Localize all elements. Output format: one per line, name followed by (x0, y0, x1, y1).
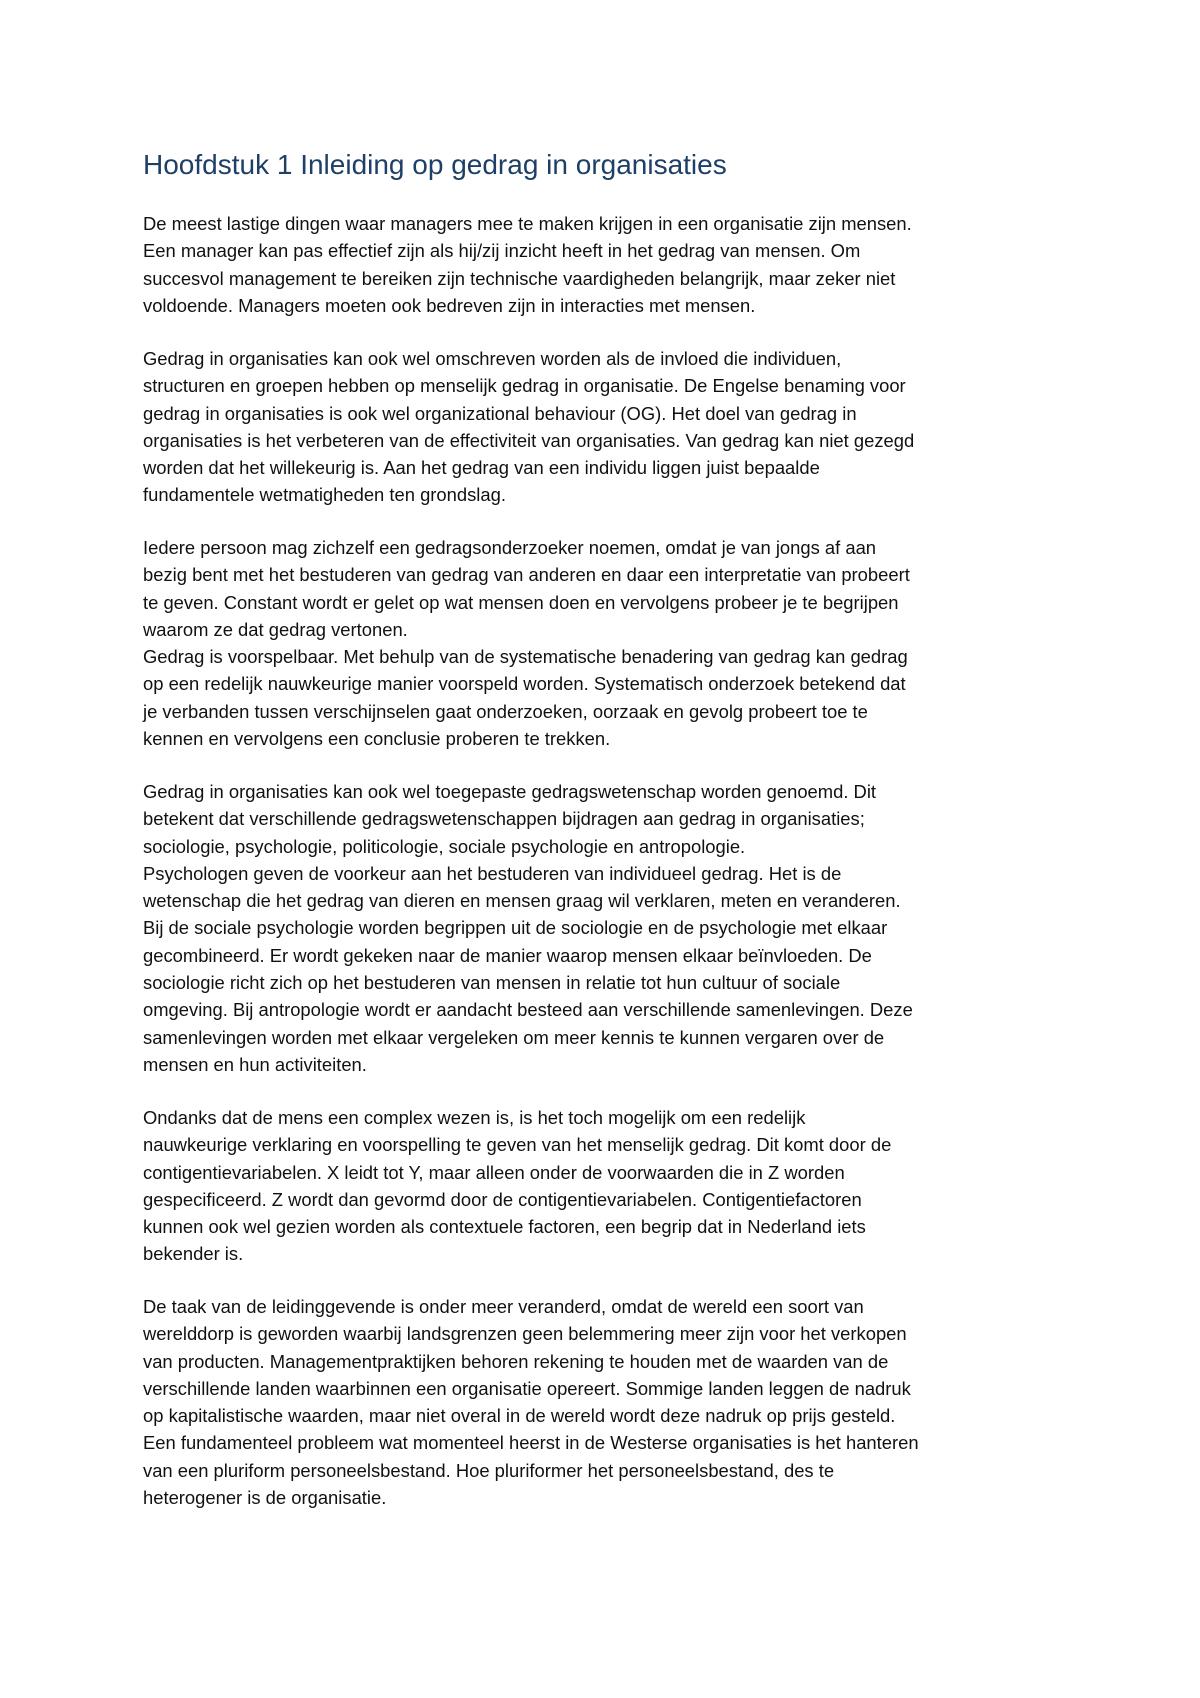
text-line: je verbanden tussen verschijnselen gaat onderzoeken, oorzaak en gevolg probeert toe te (143, 700, 868, 722)
paragraph-3 (143, 534, 1063, 752)
text-line: Bij de sociale psychologie worden begrippen uit de sociologie en de psychologie met elkaar (143, 917, 888, 939)
text-line: te geven. Constant wordt er gelet op wat mensen doen en vervolgens probeer je te begrijpen (143, 591, 899, 613)
text-line: worden dat het willekeurig is. Aan het gedrag van een individu liggen juist bepaalde (143, 457, 820, 479)
text-line: structuren en groepen hebben op menselijk gedrag in organisatie. De Engelse benaming voor (143, 375, 906, 397)
text-line: bezig bent met het bestuderen van gedrag van anderen en daar een interpretatie van probeert (143, 564, 910, 586)
text-line: nauwkeurige verklaring en voorspelling te geven van het menselijk gedrag. Dit komt door de (143, 1134, 892, 1156)
page-title: Hoofdstuk 1 Inleiding op gedrag in organisaties (143, 149, 727, 180)
text-line: Een fundamenteel probleem wat momenteel heerst in de Westerse organisaties is het hanteren (143, 1432, 919, 1454)
text-line: mensen en hun activiteiten. (143, 1053, 367, 1075)
text-line: Gedrag in organisaties kan ook wel omschreven worden als de invloed die individuen, (143, 348, 842, 369)
text-line: gespecificeerd. Z wordt dan gevormd door de contigentievariabelen. Contigentiefactoren (143, 1188, 862, 1210)
text-line: succesvol management te bereiken zijn technische vaardigheden belangrijk, maar zeker niet (143, 267, 896, 289)
text-line: organisaties is het verbeteren van de effectiviteit van organisaties. Van gedrag kan niet gezegd (143, 429, 915, 451)
text-line: sociologie richt zich op het bestuderen van mensen in relatie tot hun cultuur of sociale (143, 972, 841, 994)
text-line: verschillende landen waarbinnen een organisatie opereert. Sommige landen leggen de nadruk (143, 1377, 911, 1399)
text-line: omgeving. Bij antropologie wordt er aandacht besteed aan verschillende samenlevingen. Deze (143, 999, 913, 1021)
text-line: werelddorp is geworden waarbij landsgrenzen geen belemmering meer zijn voor het verkopen (143, 1323, 907, 1345)
text-line: Ondanks dat de mens een complex wezen is, is het toch mogelijk om een redelijk (143, 1107, 806, 1128)
paragraph-1 (143, 210, 1063, 319)
paragraph-4 (143, 778, 1063, 1078)
paragraph-2 (143, 345, 1063, 509)
text-line: heterogener is de organisatie. (143, 1487, 387, 1509)
text-line: contigentievariabelen. X leidt tot Y, maar alleen onder de voorwaarden die in Z worden (143, 1161, 845, 1183)
text-line: van een pluriform personeelsbestand. Hoe pluriformer het personeelsbestand, des te (143, 1459, 835, 1481)
paragraph-6 (143, 1293, 1063, 1511)
text-line: De meest lastige dingen waar managers mee te maken krijgen in een organisatie zijn mensen. (143, 213, 912, 234)
text-line: sociologie, psychologie, politicologie, sociale psychologie en antropologie. (143, 835, 746, 857)
paragraph-5 (143, 1104, 1063, 1268)
text-line: betekent dat verschillende gedragswetenschappen bijdragen aan gedrag in organisaties; (143, 808, 865, 830)
text-line: voldoende. Managers moeten ook bedreven zijn in interacties met mensen. (143, 294, 756, 316)
text-line: Gedrag in organisaties kan ook wel toegepaste gedragswetenschap worden genoemd. Dit (143, 781, 877, 802)
text-line: op kapitalistische waarden, maar niet overal in de wereld wordt deze nadruk op prijs gesteld. (143, 1405, 896, 1427)
text-line: van producten. Managementpraktijken behoren rekening te houden met de waarden van de (143, 1350, 889, 1372)
text-line: op een redelijk nauwkeurige manier voorspeld worden. Systematisch onderzoek betekend dat (143, 673, 906, 695)
text-line: waarom ze dat gedrag vertonen. (143, 618, 408, 640)
text-line: kunnen ook wel gezien worden als contextuele factoren, een begrip dat in Nederland iets (143, 1216, 866, 1238)
text-line: samenlevingen worden met elkaar vergeleken om meer kennis te kunnen vergaren over de (143, 1026, 885, 1048)
text-line: Iedere persoon mag zichzelf een gedragsonderzoeker noemen, omdat je van jongs af aan (143, 537, 877, 558)
text-line: Psychologen geven de voorkeur aan het bestuderen van individueel gedrag. Het is de (143, 862, 842, 884)
text-line: bekender is. (143, 1243, 244, 1265)
text-line: Een manager kan pas effectief zijn als hij/zij inzicht heeft in het gedrag van mensen. Om (143, 240, 861, 262)
text-line: gedrag in organisaties is ook wel organizational behaviour (OG). Het doel van gedrag in (143, 402, 857, 424)
text-line: Gedrag is voorspelbaar. Met behulp van de systematische benadering van gedrag kan gedrag (143, 646, 908, 668)
text-line: fundamentele wetmatigheden ten grondslag. (143, 484, 506, 506)
text-line: kennen en vervolgens een conclusie proberen te trekken. (143, 728, 611, 750)
text-line: gecombineerd. Er wordt gekeken naar de manier waarop mensen elkaar beïnvloeden. De (143, 944, 872, 966)
text-line: De taak van de leidinggevende is onder meer veranderd, omdat de wereld een soort van (143, 1296, 864, 1317)
text-line: wetenschap die het gedrag van dieren en mensen graag wil verklaren, meten en veranderen. (143, 890, 901, 912)
